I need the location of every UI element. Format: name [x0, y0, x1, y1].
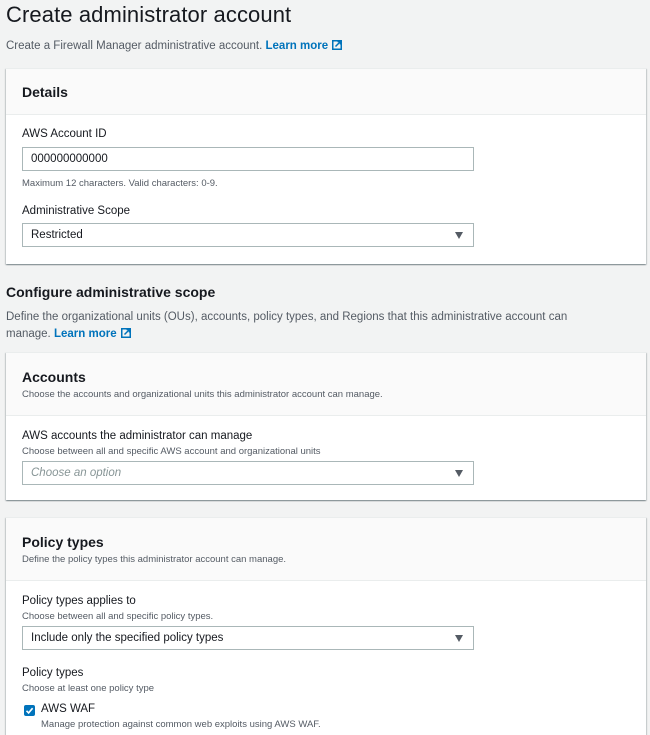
aws-waf-label: AWS WAF [41, 703, 96, 715]
accounts-field-desc: Choose between all and specific AWS account and organizational units [22, 446, 321, 457]
policy-applies-desc: Choose between all and specific policy types. [22, 611, 214, 622]
accounts-select[interactable] [22, 461, 474, 485]
scope-label: Administrative Scope [22, 205, 131, 217]
details-title: Details [22, 84, 68, 100]
policy-types-panel-header [6, 518, 646, 581]
configure-scope-title: Configure administrative scope [6, 284, 216, 300]
configure-scope-description-text: Define the organizational units (OUs), accounts, policy types, and Regions that this administrative account can manage. [6, 311, 568, 340]
account-id-hint: Maximum 12 characters. Valid characters: 0-9. [22, 178, 218, 189]
details-panel-header [6, 69, 646, 115]
caret-down-icon [455, 635, 463, 642]
page-description-text: Create a Firewall Manager administrative account. [6, 40, 263, 52]
aws-waf-description: Manage protection against common web exploits using AWS WAF. [41, 719, 321, 730]
configure-learn-more-link[interactable] [54, 328, 131, 340]
accounts-panel [6, 352, 646, 500]
learn-more-link[interactable] [266, 40, 343, 52]
learn-more-label: Learn more [265, 40, 329, 52]
account-id-label: AWS Account ID [22, 128, 107, 140]
accounts-select-placeholder: Choose an option [31, 467, 122, 479]
caret-down-icon [455, 470, 463, 477]
scope-select[interactable] [22, 223, 474, 247]
policy-types-field-label: Policy types [22, 667, 84, 679]
accounts-subtitle: Choose the accounts and organizational units this administrator account can manage. [22, 389, 383, 400]
configure-scope-description [6, 309, 606, 343]
policy-types-title: Policy types [22, 534, 104, 550]
checkmark-icon [24, 705, 35, 716]
external-link-icon [332, 40, 342, 50]
scope-select-value: Restricted [31, 229, 83, 241]
policy-types-subtitle: Define the policy types this administrator account can manage. [22, 554, 287, 565]
page-title: Create administrator account [6, 2, 292, 27]
aws-waf-checkbox[interactable] [24, 705, 35, 716]
caret-down-icon [455, 232, 463, 239]
page-description [6, 40, 342, 52]
configure-learn-more-label: Learn more [53, 328, 117, 340]
accounts-title: Accounts [22, 369, 86, 385]
policy-option-aws-waf[interactable] [22, 701, 522, 731]
external-link-icon [121, 328, 131, 338]
accounts-field-label: AWS accounts the administrator can manage [22, 430, 253, 442]
policy-types-field-desc: Choose at least one policy type [22, 683, 155, 694]
details-panel [6, 68, 646, 264]
policy-applies-select-value: Include only the specified policy types [31, 632, 224, 644]
accounts-panel-header [6, 353, 646, 416]
policy-types-panel [6, 517, 646, 735]
policy-applies-select[interactable] [22, 626, 474, 650]
account-id-input[interactable] [22, 147, 474, 171]
policy-applies-label: Policy types applies to [22, 595, 136, 607]
